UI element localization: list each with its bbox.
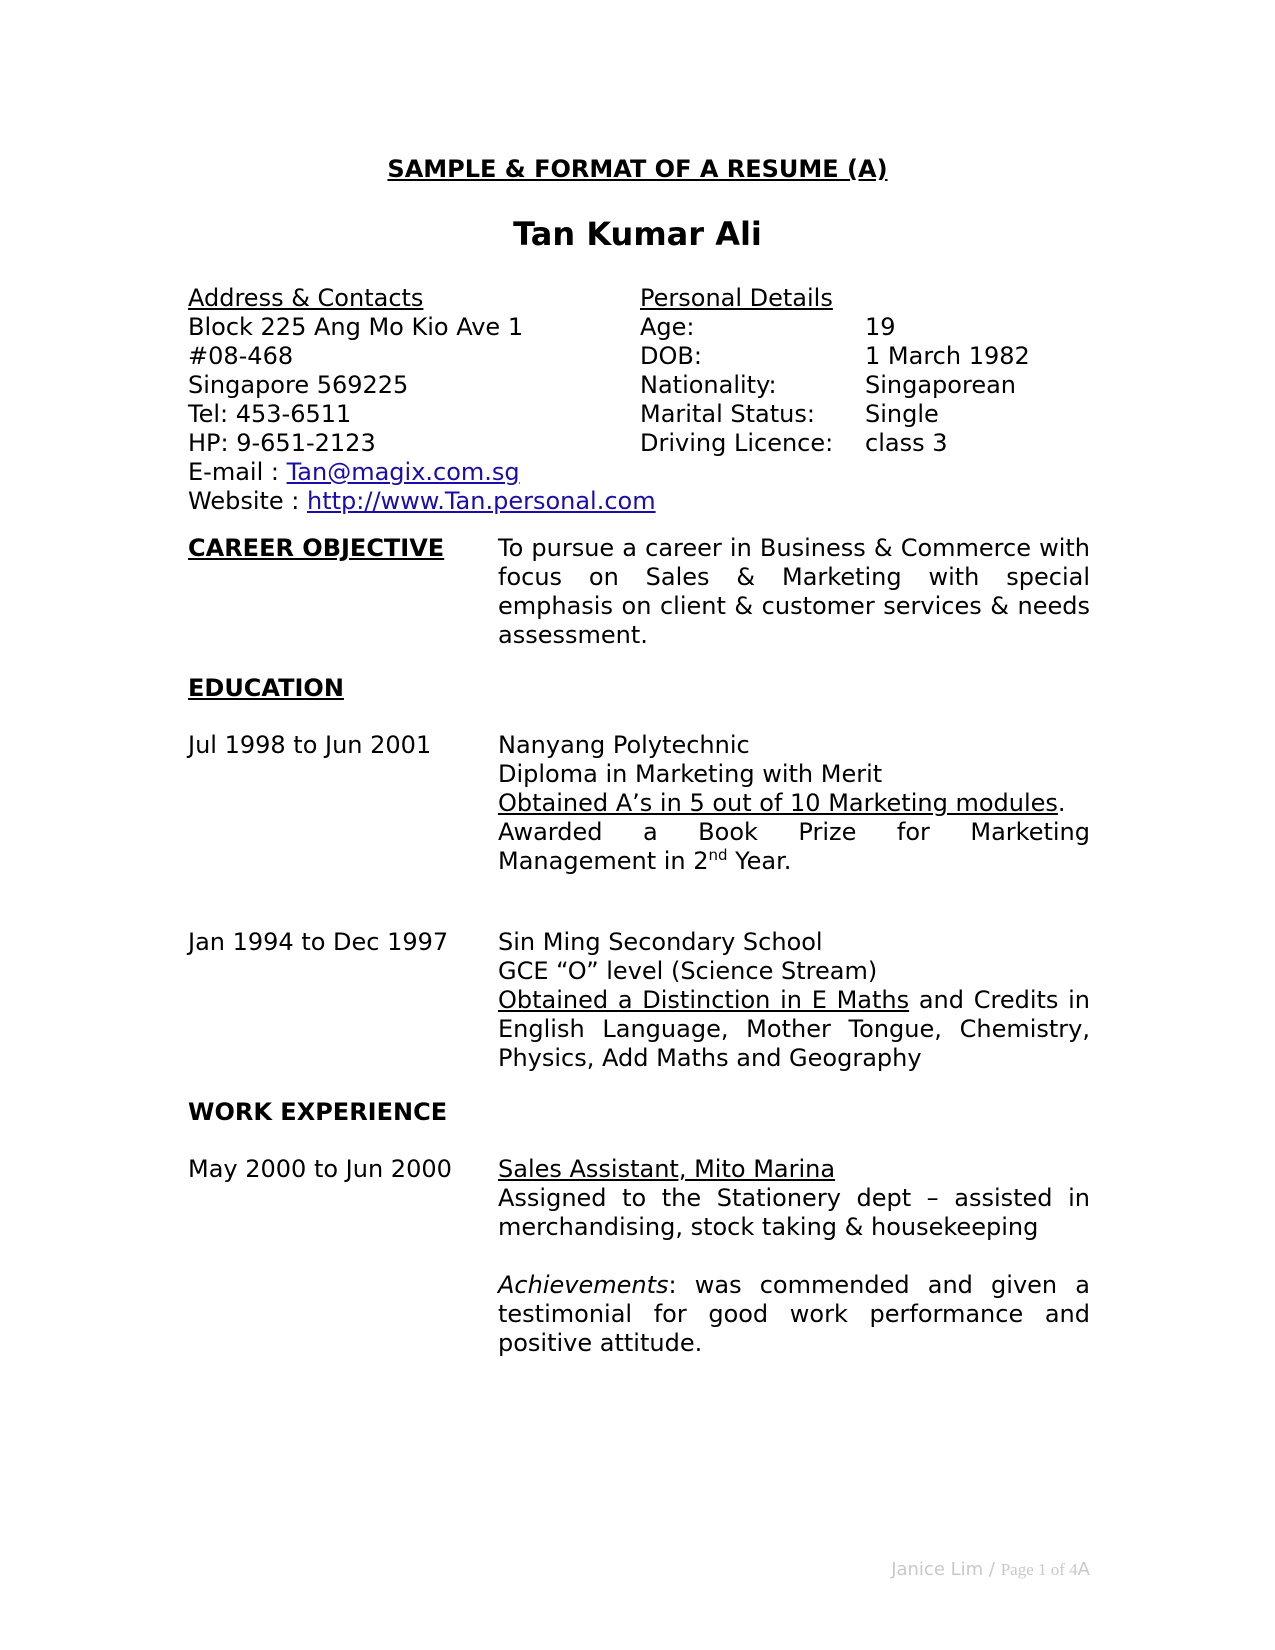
award-text: Awarded a Book Prize for Marketing Management in 2 [498, 818, 1090, 875]
achievement [498, 986, 1090, 1073]
personal-value: class 3 [865, 429, 948, 457]
award-superscript: nd [708, 846, 728, 864]
personal-value: Singaporean [865, 371, 1016, 399]
personal-label: Driving Licence: [640, 429, 834, 457]
career-objective-heading: CAREER OBJECTIVE [188, 534, 445, 562]
achievement-rest: and Credits in English Language, Mother Tongue, Chemistry, Physics, Add Maths and Geography [498, 986, 1090, 1072]
school-name: Nanyang Polytechnic [498, 731, 750, 759]
achievements-text: : was commended and given a testimonial for good work performance and positive attitude. [498, 1271, 1090, 1357]
education-date: Jul 1998 to Jun 2001 [188, 731, 432, 759]
education-heading: EDUCATION [188, 674, 344, 702]
school-name: Sin Ming Secondary School [498, 928, 823, 956]
website-link[interactable]: http://www.Tan.personal.com [307, 487, 656, 515]
job-position: Sales Assistant, Mito Marina [498, 1155, 836, 1183]
telephone: Tel: 453-6511 [188, 400, 352, 428]
award-text-end: Year. [727, 847, 792, 875]
personal-details-heading: Personal Details [640, 284, 833, 312]
personal-details-block [640, 284, 1090, 458]
page-title: SAMPLE & FORMAT OF A RESUME (A) [387, 155, 888, 183]
achievement-highlight: Obtained a Distinction in E Maths [498, 986, 910, 1014]
work-experience-heading: WORK EXPERIENCE [188, 1098, 448, 1126]
qualification: Diploma in Marketing with Merit [498, 760, 883, 788]
education-entry [498, 928, 1090, 1073]
achievements-label: Achievements [498, 1271, 669, 1299]
personal-label: DOB: [640, 342, 702, 370]
personal-label: Marital Status: [640, 400, 815, 428]
achievement-highlight: Obtained A’s in 5 out of 10 Marketing modules [498, 789, 1058, 817]
personal-value: Single [865, 400, 939, 428]
education-entry [498, 731, 1090, 876]
education-date: Jan 1994 to Dec 1997 [188, 928, 449, 956]
personal-value: 1 March 1982 [865, 342, 1030, 370]
applicant-name: Tan Kumar Ali [513, 215, 762, 253]
email-link[interactable]: Tan@magix.com.sg [286, 458, 520, 486]
email-label: E-mail : [188, 458, 287, 486]
job-achievements [498, 1271, 1090, 1358]
personal-label: Age: [640, 313, 695, 341]
address-contacts-block [188, 284, 668, 516]
personal-value: 19 [865, 313, 896, 341]
personal-row-dob [640, 342, 1090, 371]
handphone: HP: 9-651-2123 [188, 429, 376, 457]
award [498, 818, 1090, 876]
personal-label: Nationality: [640, 371, 777, 399]
work-date: May 2000 to Jun 2000 [188, 1155, 452, 1183]
work-entry [498, 1155, 1090, 1358]
page-footer [700, 1555, 1090, 1584]
personal-row-driving-licence [640, 429, 1090, 458]
footer-author: Janice Lim / [891, 1559, 1001, 1580]
website-row [188, 487, 668, 516]
personal-row-age [640, 313, 1090, 342]
job-description: Assigned to the Stationery dept – assisted in merchandising, stock taking & housekeeping [498, 1184, 1090, 1241]
email-row [188, 458, 668, 487]
address-line-1: Block 225 Ang Mo Kio Ave 1 [188, 313, 524, 341]
address-line-2: #08-468 [188, 342, 294, 370]
career-objective-text: To pursue a career in Business & Commerce with focus on Sales & Marketing with special emphasis on client & customer services & needs assessment. [498, 534, 1090, 649]
personal-row-nationality [640, 371, 1090, 400]
achievement-rest: . [1057, 789, 1066, 817]
qualification: GCE “O” level (Science Stream) [498, 957, 878, 985]
personal-row-marital-status [640, 400, 1090, 429]
address-line-3: Singapore 569225 [188, 371, 409, 399]
address-contacts-heading: Address & Contacts [188, 284, 424, 312]
achievement [498, 789, 1090, 818]
website-label: Website : [188, 487, 308, 515]
footer-page-number: Page 1 of 4 [1000, 1560, 1078, 1579]
footer-suffix: A [1077, 1559, 1090, 1580]
